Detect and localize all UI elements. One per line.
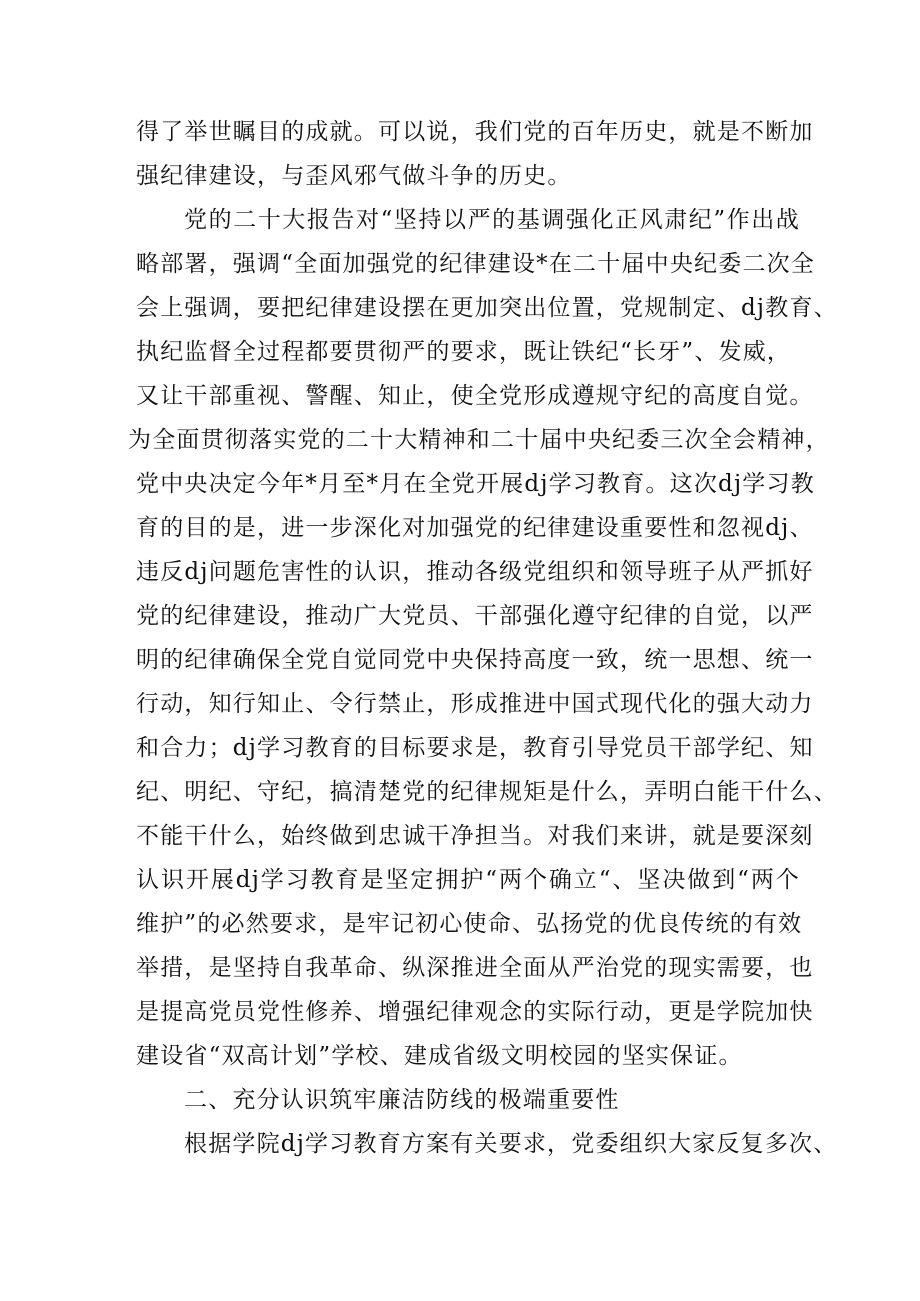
text-line: 为全面贯彻落实党的二十大精神和二十届中央纪委三次全会精神， (128, 427, 830, 453)
text-line: 不能干什么，始终做到忠诚干净担当。对我们来讲，就是要深刻 (136, 823, 814, 849)
text-line: 建设省“双高计划”学校、建成省级文明校园的坚实保证。 (136, 1043, 743, 1069)
text-line: 举措，是坚持自我革命、纵深推进全面从严治党的现实需要，也 (136, 955, 814, 981)
text-line: 维护”的必然要求，是牢记初心使命、弘扬党的优良传统的有效 (136, 911, 803, 937)
text-line: 党中央决定今年*月至*月在全党开展dj学习教育。这次dj学习教 (136, 471, 815, 497)
text-line: 略部署，强调“全面加强党的纪律建设*在二十届中央纪委二次全 (136, 251, 816, 277)
paragraph-first-line: 根据学院dj学习教育方案有关要求，党委组织大家反复多次、 (184, 1131, 838, 1157)
text-line: 是提高党员党性修养、增强纪律观念的实际行动，更是学院加快 (136, 999, 814, 1025)
text-line: 明的纪律确保全党自觉同党中央保持高度一致，统一思想、统一 (136, 647, 814, 673)
paragraph-first-line: 党的二十大报告对“坚持以严的基调强化正风肃纪”作出战 (184, 207, 800, 233)
section-heading: 二、充分认识筑牢廉洁防线的极端重要性 (184, 1087, 620, 1113)
text-line: 育的目的是，进一步深化对加强党的纪律建设重要性和忽视dj、 (136, 515, 814, 541)
text-line: 违反dj问题危害性的认识，推动各级党组织和领导班子从严抓好 (136, 559, 814, 585)
text-line: 强纪律建设，与歪风邪气做斗争的历史。 (136, 163, 572, 189)
text-line: 又让干部重视、警醒、知止，使全党形成遵规守纪的高度自觉。 (136, 383, 814, 409)
text-line: 行动，知行知止、令行禁止，形成推进中国式现代化的强大动力 (136, 691, 814, 717)
text-line: 会上强调，要把纪律建设摆在更加突出位置，党规制定、dj教育、 (136, 295, 838, 321)
text-line: 执纪监督全过程都要贯彻严的要求，既让铁纪“长牙”、发威， (136, 339, 792, 365)
text-line: 和合力；dj学习教育的目标要求是，教育引导党员干部学纪、知 (136, 735, 814, 761)
text-line: 党的纪律建设，推动广大党员、干部强化遵守纪律的自觉，以严 (136, 603, 814, 629)
text-line: 纪、明纪、守纪，搞清楚党的纪律规矩是什么，弄明白能干什么、 (136, 779, 838, 805)
text-line: 得了举世瞩目的成就。可以说，我们党的百年历史，就是不断加 (136, 119, 814, 145)
text-line: 认识开展dj学习教育是坚定拥护“两个确立“、坚决做到“两个 (136, 867, 800, 893)
